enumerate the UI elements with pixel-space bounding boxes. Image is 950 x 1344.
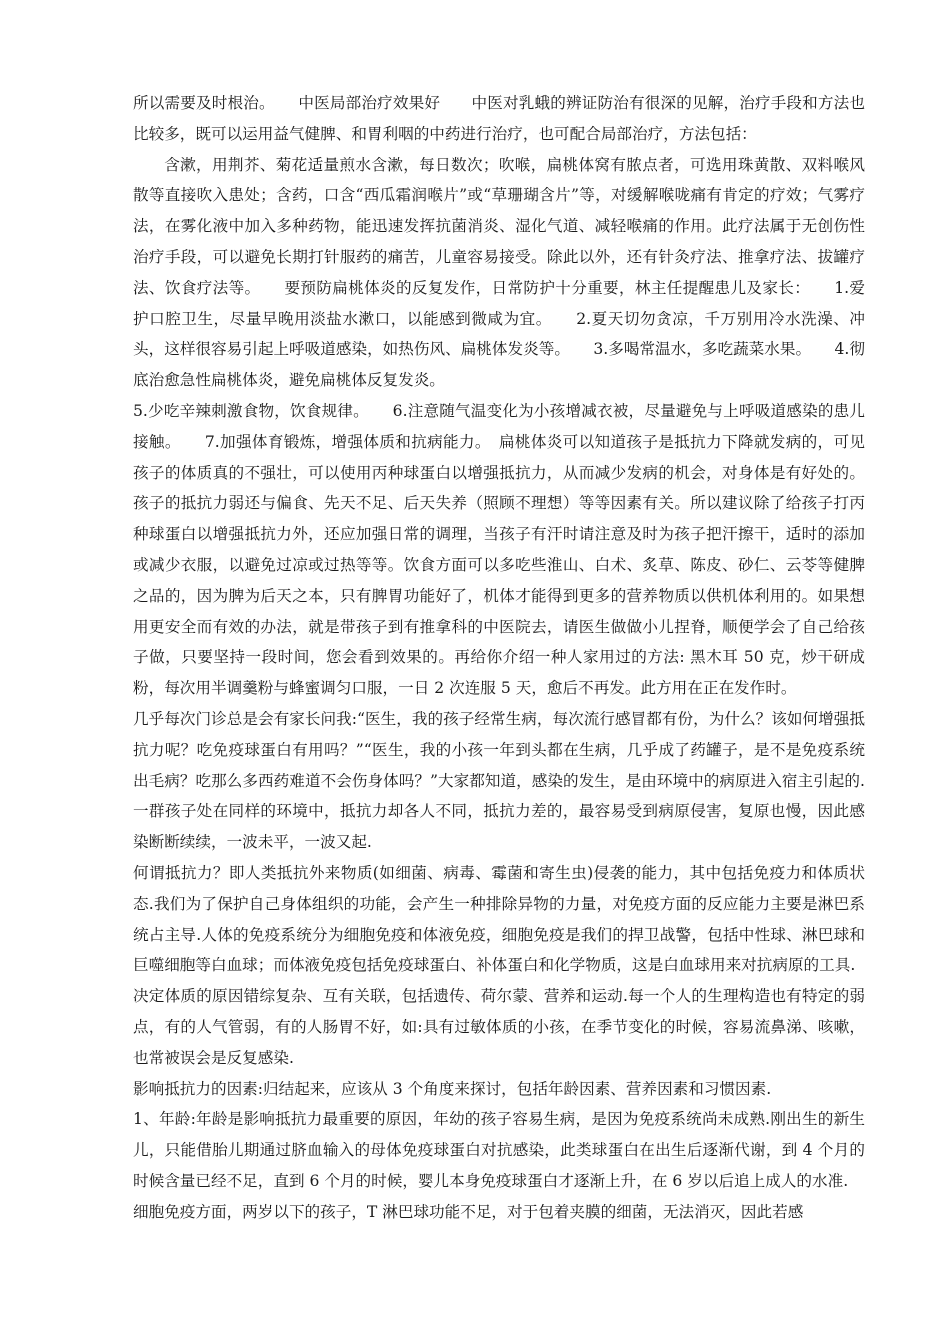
paragraph-influencing-factors: 影响抵抗力的因素:归结起来，应该从 3 个角度来探讨，包括年龄因素、营养因素和习惯因素. <box>133 1079 772 1098</box>
paragraph-age-factor: 1、年龄:年龄是影响抵抗力最重要的原因，年幼的孩子容易生病，是因为免疫系统尚未成熟.刚出生的新生儿，只能借胎儿期通过脐血输入的母体免疫球蛋白对抗感染，此类球蛋白在出生后逐渐代谢，到 4 个月的时候含量已经不足，直到 6 个月的时候，婴儿本身免疫球蛋白才逐渐上升，在 6 岁以后追上成人的水准. <box>133 1110 865 1190</box>
paragraph-parent-questions: 几乎每次门诊总是会有家长问我:“医生，我的孩子经常生病，每次流行感冒都有份，为什么？该如何增强抵抗力呢？吃免疫球蛋白有用吗？”“医生，我的小孩一年到头都在生病，几乎成了药罐子，是不是免疫系统出毛病？吃那么多西药难道不会伤身体吗？”大家都知道，感染的发生，是由环境中的病原进入宿主引起的.一群孩子处在同样的环境中，抵抗力却各人不同，抵抗力差的，最容易受到病原侵害，复原也慢，因此感染断断续续，一波未平，一波又起. <box>133 709 865 852</box>
paragraph-constitution-factors: 决定体质的原因错综复杂、互有关联，包括遗传、荷尔蒙、营养和运动.每一个人的生理构造也有特定的弱点，有的人气管弱，有的人肠胃不好，如:具有过敏体质的小孩，在季节变化的时候，容易流鼻涕、咳嗽，也常被误会是反复感染. <box>133 987 865 1067</box>
paragraph-what-is-resistance: 何谓抵抗力？即人类抵抗外来物质(如细菌、病毒、霉菌和寄生虫)侵袭的能力，其中包括免疫力和体质状态.我们为了保护自己身体组织的功能，会产生一种排除异物的力量，对免疫方面的反应能力主要是淋巴系统占主导.人体的免疫系统分为细胞免疫和体液免疫，细胞免疫是我们的捍卫战警，包括中性球、淋巴球和巨噬细胞等白血球；而体液免疫包括免疫球蛋白、补体蛋白和化学物质，这是白血球用来对抗病原的工具. <box>133 863 865 975</box>
paragraph-treatment-methods: 含漱，用荆芥、菊花适量煎水含漱，每日数次；吹喉，扁桃体窝有脓点者，可选用珠黄散、双料喉风散等直接吹入患处；含药，口含“西瓜霜润喉片”或“草珊瑚含片”等，对缓解喉咙痛有肯定的疗效；气雾疗法，在雾化液中加入多种药物，能迅速发挥抗菌消炎、湿化气道、减轻喉痛的作用。此疗法属于无创伤性治疗手段，可以避免长期打针服药的痛苦，儿童容易接受。除此以外，还有针灸疗法、推拿疗法、拔罐疗法、饮食疗法等。 要预防扁桃体炎的反复发作，日常防护十分重要，林主任提醒患儿及家长： 1.爱护口腔卫生，尽量早晚用淡盐水漱口，以能感到微咸为宜。 2.夏天切勿贪凉，千万别用冷水洗澡、冲头，这样很容易引起上呼吸道感染，如热伤风、扁桃体发炎等。 3.多喝常温水，多吃蔬菜水果。 4.彻底治愈急性扁桃体炎，避免扁桃体反复发炎。 <box>133 155 865 390</box>
paragraph-tcm-local-treatment: 所以需要及时根治。 中医局部治疗效果好 中医对乳蛾的辨证防治有很深的见解，治疗手段和方法也比较多，既可以运用益气健脾、和胃利咽的中药进行治疗，也可配合局部治疗，方法包括： <box>133 94 865 143</box>
paragraph-cellular-immunity: 细胞免疫方面，两岁以下的孩子，T 淋巴球功能不足，对于包着夹膜的细菌，无法消灭，因此若感 <box>133 1202 804 1221</box>
document-page <box>133 88 865 1227</box>
paragraph-prevention-and-immunity: 5.少吃辛辣刺激食物，饮食规律。 6.注意随气温变化为小孩增减衣被，尽量避免与上呼吸道感染的患儿接触。 7.加强体育锻炼，增强体质和抗病能力。 扁桃体炎可以知道孩子是抵抗力下降就发病的，可见孩子的体质真的不强壮，可以使用丙种球蛋白以增强抵抗力，从而减少发病的机会，对身体是有好处的。孩子的抵抗力弱还与偏食、先天不足、后天失养（照顾不理想）等等因素有关。所以建议除了给孩子打丙种球蛋白以增强抵抗力外，还应加强日常的调理，当孩子有汗时请注意及时为孩子把汗擦干，适时的添加或减少衣服，以避免过凉或过热等等。饮食方面可以多吃些淮山、白术、炙草、陈皮、砂仁、云苓等健脾之品的，因为脾为后天之本，只有脾胃功能好了，机体才能得到更多的营养物质以供机体利用的。如果想用更安全而有效的办法，就是带孩子到有推拿科的中医院去，请医生做做小儿捏脊，顺便学会了自己给孩子做，只要坚持一段时间，您会看到效果的。再给你介绍一种人家用过的方法: 黑木耳 50 克，炒干研成粉，每次用半调羹粉与蜂蜜调匀口服，一日 2 次连服 5 天，愈后不再发。此方用在正在发作时。 <box>133 401 865 698</box>
